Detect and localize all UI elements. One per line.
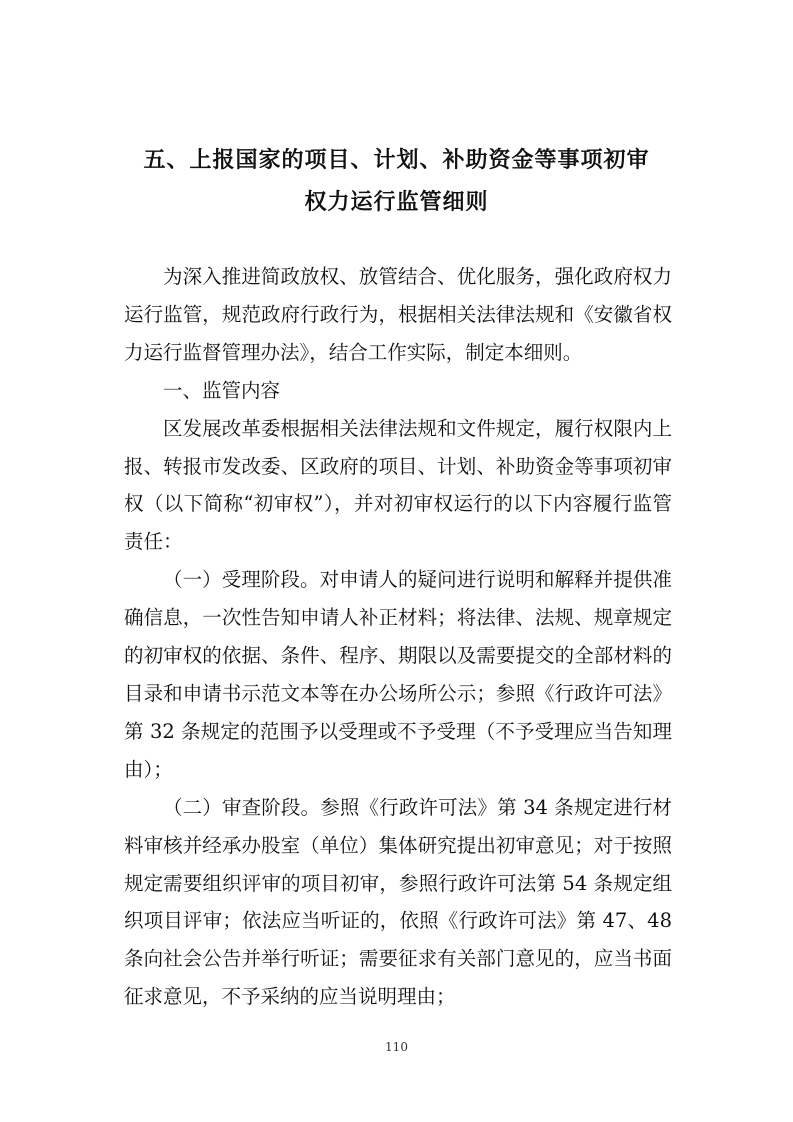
paragraph-intro: 为深入推进简政放权、放管结合、优化服务，强化政府权力运行监管，规范政府行政行为，根据相关法律法规和《安徽省权力运行监督管理办法》，结合工作实际，制定本细则。 (124, 265, 672, 364)
paragraph-scope: 区发展改革委根据相关法律法规和文件规定，履行权限内上报、转报市发改委、区政府的项目、计划、补助资金等事项初审权（以下简称“初审权”），并对初审权运行的以下内容履行监管责任： (124, 416, 672, 554)
paragraph-review-stage: （二）审查阶段。参照《行政许可法》第 34 条规定进行材料审核并经承办股室（单位）集体研究提出初审意见；对于按照规定需要组织评审的项目初审，参照行政许可法第 54 条规定组织项目评审；依法应当听证的，依照《行政许可法》第 47、48 条向社会公告并举行听证；需要征求有关部门意见的，应当书面征求意见，不予采纳的应当说明理由； (124, 795, 672, 1009)
document-title-line-2: 权力运行监管细则 (304, 190, 489, 215)
page-number: 110 (385, 1040, 408, 1054)
paragraph-acceptance-stage: （一）受理阶段。对申请人的疑问进行说明和解释并提供准确信息，一次性告知申请人补正材料；将法律、法规、规章规定的初审权的依据、条件、程序、期限以及需要提交的全部材料的目录和申请书示范文本等在办公场所公示；参照《行政许可法》第 32 条规定的范围予以受理或不予受理（不予受理应当告知理由）； (124, 568, 672, 781)
document-title-line-1: 五、上报国家的项目、计划、补助资金等事项初审 (143, 148, 650, 173)
document-body (124, 258, 672, 1016)
section-heading-supervision-content: 一、监管内容 (163, 378, 281, 402)
